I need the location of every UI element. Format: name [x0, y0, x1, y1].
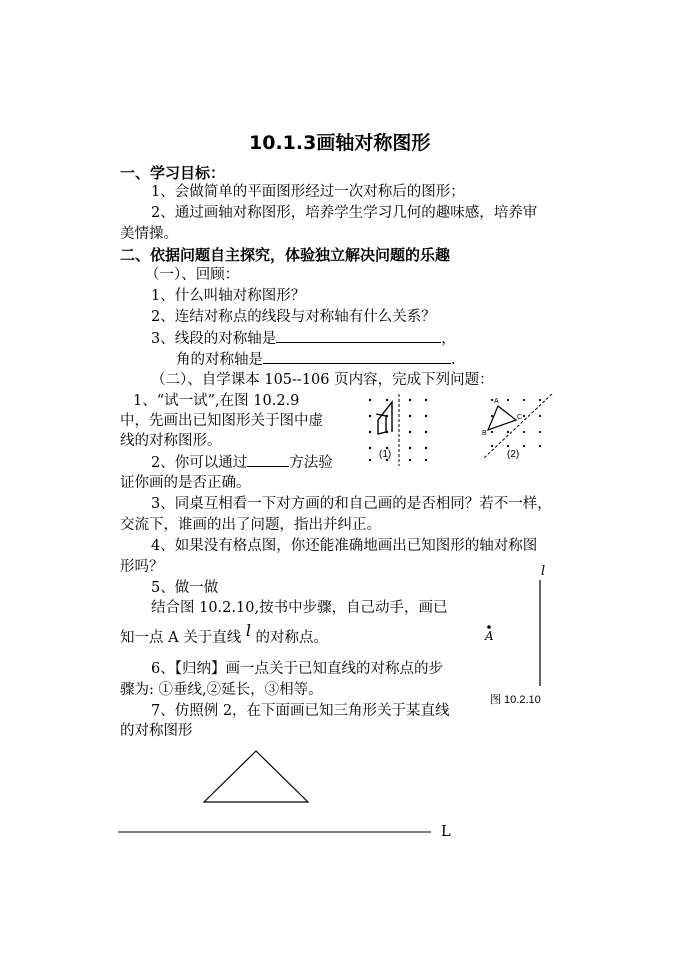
triangle-vertex-c: C: [517, 414, 523, 421]
task-2-line-1: 2、你可以通过 方法验: [151, 452, 333, 473]
task-7-line-1: 7、仿照例 2，在下面画已知三角形关于某直线: [151, 703, 450, 719]
figure-label-2: (2): [507, 449, 520, 460]
task-4-line-2: 形吗？: [120, 559, 164, 575]
figure-10-2-10-line: [535, 578, 545, 688]
given-shape: [376, 402, 392, 434]
section-heading-goals: 一、学习目标：: [120, 164, 226, 182]
self-study-heading: （二）、自学课本 105--106 页内容，完成下列问题：: [151, 372, 494, 388]
task-2-line-2: 证你画的是否正确。: [120, 475, 251, 491]
task-3-line-1: 3、同桌互相看一下对方画的和自己画的是否相同？若不一样，: [151, 496, 552, 512]
given-triangle: [488, 406, 516, 430]
task-5-line-2: 结合图 10.2.10,按书中步骤，自己动手，画已: [151, 600, 448, 616]
task-1-line-1: 1、“试一试”,在图 10.2.9: [133, 393, 300, 409]
task-5-heading: 5、做一做: [151, 580, 219, 596]
review-heading: （一）、回顾：: [145, 267, 240, 283]
answer-blank-angle-axis[interactable]: [263, 349, 451, 364]
review-question-2: 2、连结对称点的线段与对称轴有什么关系？: [151, 309, 436, 325]
answer-blank-segment-axis[interactable]: [276, 328, 441, 343]
triangle-vertex-b: B: [482, 430, 487, 437]
section-heading-explore: 二、依据问题自主探究，体验独立解决问题的乐趣: [120, 246, 451, 264]
triangle-vertex-a: A: [494, 398, 499, 405]
review-question-3b: 角的对称轴是 .: [176, 349, 456, 370]
task-1-line-3: 线的对称图形。: [120, 433, 222, 449]
task-4-line-1: 4、如果没有格点图，你还能准确地画出已知图形的轴对称图: [151, 538, 538, 554]
task-1-line-2: 中，先画出已知图形关于图中虚: [120, 413, 323, 429]
line-variable-l: l: [245, 621, 251, 640]
task-6-line-2: 骤为: ①垂线,②延长，③相等。: [120, 682, 323, 698]
figure-caption: 图 10.2.10: [490, 694, 541, 706]
task-7-line-2: 的对称图形: [120, 723, 193, 739]
review-question-1: 1、什么叫轴对称图形？: [151, 288, 306, 304]
task-3-line-2: 交流下，谁画的出了问题，指出并纠正。: [120, 517, 381, 533]
task-7-triangle: [200, 748, 312, 806]
figure-10-2-9-part-1: [362, 392, 442, 462]
task-6-line-1: 6、【归纳】画一点关于已知直线的对称点的步: [151, 661, 443, 677]
answer-blank-method[interactable]: [247, 452, 289, 467]
bottom-line-l: [118, 830, 433, 834]
bottom-line-label: L: [441, 824, 451, 840]
review-question-3: 3、线段的对称轴是 ，: [151, 328, 456, 349]
point-a-label: A: [485, 629, 494, 643]
goal-item-2-cont: 美情操。: [120, 226, 178, 242]
page-title: 10.1.3画轴对称图形: [249, 132, 431, 154]
goal-item-1: 1、会做简单的平面图形经过一次对称后的图形；: [151, 184, 465, 200]
figure-label-1: (1): [379, 449, 392, 460]
goal-item-2: 2、通过画轴对称图形，培养学生学习几何的趣味感，培养审: [151, 205, 538, 221]
line-l-label: l: [541, 564, 546, 579]
task-5-line-3: 知一点 A 关于直线 l 的对称点。: [120, 621, 329, 646]
